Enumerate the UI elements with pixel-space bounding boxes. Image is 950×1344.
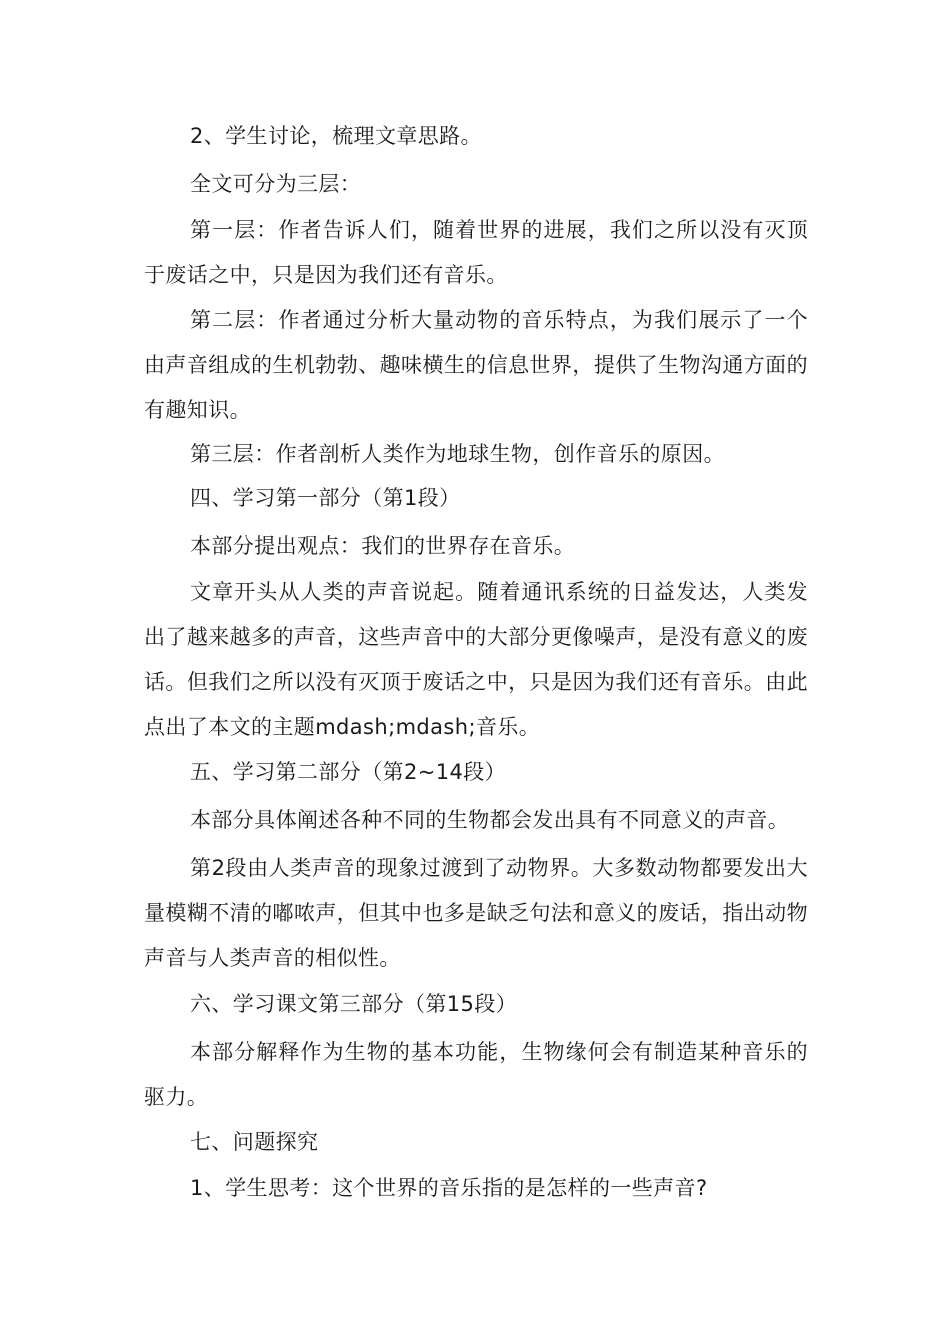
section-heading-seven: 七、问题探究 xyxy=(190,1130,319,1154)
paragraph-layer-two: 第二层：作者通过分析大量动物的音乐特点，为我们展示了一个由声音组成的生机勃勃、趣味横生的信息世界，提供了生物沟通方面的有趣知识。 xyxy=(144,308,808,422)
paragraph-discussion: 2、学生讨论，梳理文章思路。 xyxy=(190,124,482,148)
section-heading-five: 五、学习第二部分（第2~14段） xyxy=(190,760,507,784)
paragraph-three-layers: 全文可分为三层： xyxy=(190,172,362,196)
section-heading-six: 六、学习课文第三部分（第15段） xyxy=(190,992,518,1016)
paragraph-question-one: 1、学生思考：这个世界的音乐指的是怎样的一些声音? xyxy=(190,1176,708,1200)
paragraph-part-two-detail: 第2段由人类声音的现象过渡到了动物界。大多数动物都要发出大量模糊不清的嘟哝声，但其中也多是缺乏句法和意义的废话，指出动物声音与人类声音的相似性。 xyxy=(144,856,808,970)
section-heading-four: 四、学习第一部分（第1段） xyxy=(190,486,461,510)
paragraph-part-two-view: 本部分具体阐述各种不同的生物都会发出具有不同意义的声音。 xyxy=(190,808,790,832)
paragraph-part-one-detail: 文章开头从人类的声音说起。随着通讯系统的日益发达，人类发出了越来越多的声音，这些声音中的大部分更像噪声，是没有意义的废话。但我们之所以没有灭顶于废话之中，只是因为我们还有音乐。由此点出了本文的主题mdash;mdash;音乐。 xyxy=(144,580,808,739)
paragraph-layer-one: 第一层：作者告诉人们，随着世界的进展，我们之所以没有灭顶于废话之中，只是因为我们还有音乐。 xyxy=(144,218,808,287)
paragraph-part-one-view: 本部分提出观点：我们的世界存在音乐。 xyxy=(190,534,576,558)
paragraph-layer-three: 第三层：作者剖析人类作为地球生物，创作音乐的原因。 xyxy=(190,442,725,466)
paragraph-part-three-view: 本部分解释作为生物的基本功能，生物缘何会有制造某种音乐的驱力。 xyxy=(144,1040,808,1109)
